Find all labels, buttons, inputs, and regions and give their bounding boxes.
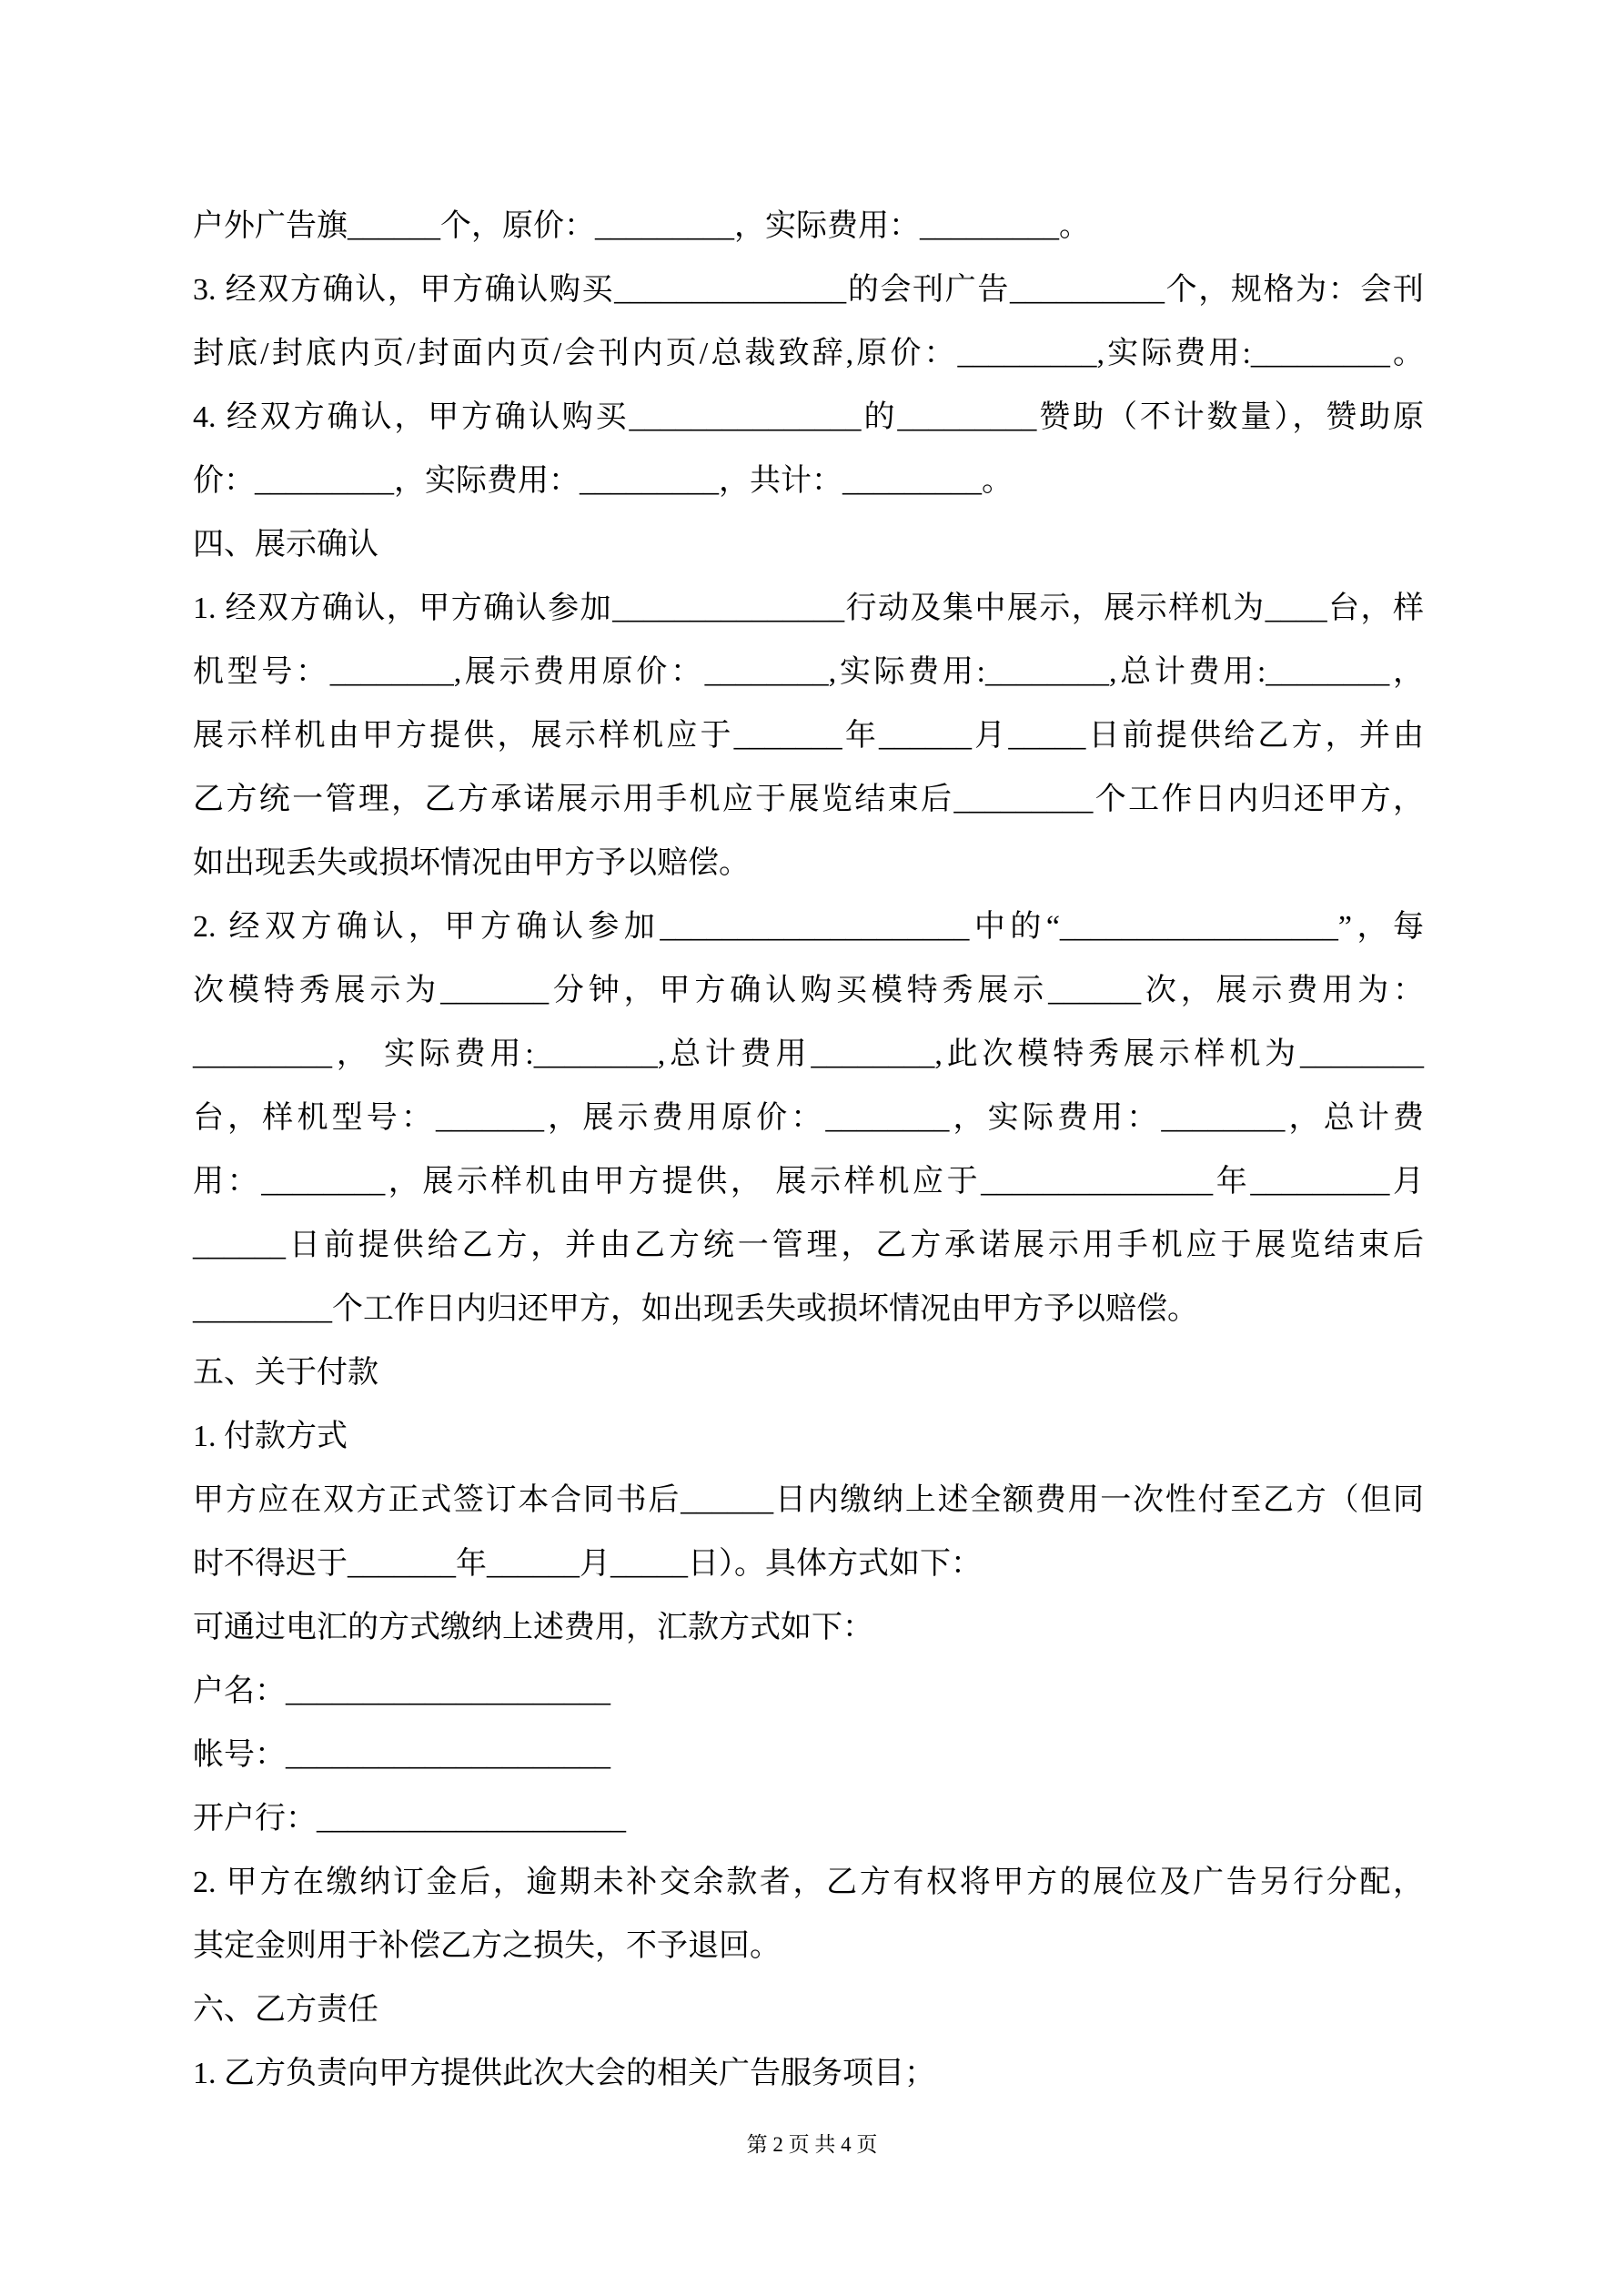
- document-line: 4. 经双方确认，甲方确认购买_______________的_________赞助（不计数量），赞助原: [193, 400, 1424, 434]
- document-line: _________个工作日内归还甲方，如出现丢失或损坏情况由甲方予以赔偿。: [193, 1292, 1198, 1326]
- document-line: 甲方应在双方正式签订本合同书后______日内缴纳上述全额费用一次性付至乙方（但同: [193, 1483, 1424, 1517]
- document-line: 封底/封底内页/封面内页/会刊内页/总裁致辞,原价：_________,实际费用:_________。: [193, 337, 1424, 370]
- document-line: 开户行：____________________: [193, 1802, 626, 1836]
- document-line: 户外广告旗______个，原价：_________，实际费用：_________。: [193, 209, 1090, 243]
- document-line: 价：_________，实际费用：_________，共计：_________。: [193, 464, 1013, 498]
- document-line: 帐号：_____________________: [193, 1738, 610, 1772]
- document-line: 2. 经双方确认，甲方确认参加____________________中的“__________________”，每: [193, 910, 1424, 944]
- document-line: 3. 经双方确认，甲方确认购买_______________的会刊广告__________个，规格为：会刊: [193, 273, 1424, 307]
- document-line: 六、乙方责任: [193, 1993, 378, 2027]
- document-line: 用：________，展示样机由甲方提供， 展示样机应于_______________年_________月: [193, 1165, 1424, 1199]
- document-body: [193, 195, 1424, 2106]
- document-line: 机型号：________,展示费用原价：________,实际费用:________,总计费用:________，: [193, 655, 1424, 689]
- page-footer: [0, 2113, 1624, 2177]
- document-line: 如出现丢失或损坏情况由甲方予以赔偿。: [193, 846, 750, 880]
- document-line: 其定金则用于补偿乙方之损失，不予退回。: [193, 1929, 781, 1963]
- document-line: 1. 乙方负责向甲方提供此次大会的相关广告服务项目；: [193, 2057, 935, 2090]
- document-line: 户名：_____________________: [193, 1674, 610, 1708]
- document-line: 时不得迟于_______年______月_____日）。具体方式如下：: [193, 1547, 982, 1581]
- document-line: 可通过电汇的方式缴纳上述费用，汇款方式如下：: [193, 1611, 873, 1644]
- document-line: 乙方统一管理，乙方承诺展示用手机应于展览结束后_________个工作日内归还甲方，: [193, 783, 1424, 816]
- document-line: 台，样机型号：_______，展示费用原价：________，实际费用：________，总计费: [193, 1101, 1424, 1135]
- document-line: 1. 经双方确认，甲方确认参加_______________行动及集中展示，展示样机为____台，样: [193, 592, 1424, 625]
- document-line: 五、关于付款: [193, 1356, 378, 1390]
- page-number-label: 第 2 页 共 4 页: [746, 2133, 878, 2156]
- document-line: ______日前提供给乙方，并由乙方统一管理，乙方承诺展示用手机应于展览结束后: [193, 1229, 1424, 1262]
- document-line: _________， 实际费用:________,总计费用________,此次模特秀展示样机为________: [193, 1037, 1424, 1071]
- document-line: 次模特秀展示为_______分钟，甲方确认购买模特秀展示______次，展示费用为：: [193, 974, 1424, 1007]
- document-line: 四、展示确认: [193, 528, 378, 561]
- document-line: 1. 付款方式: [193, 1420, 348, 1453]
- document-line: 展示样机由甲方提供，展示样机应于_______年______月_____日前提供给乙方，并由: [193, 719, 1424, 753]
- document-line: 2. 甲方在缴纳订金后，逾期未补交余款者，乙方有权将甲方的展位及广告另行分配，: [193, 1866, 1424, 1899]
